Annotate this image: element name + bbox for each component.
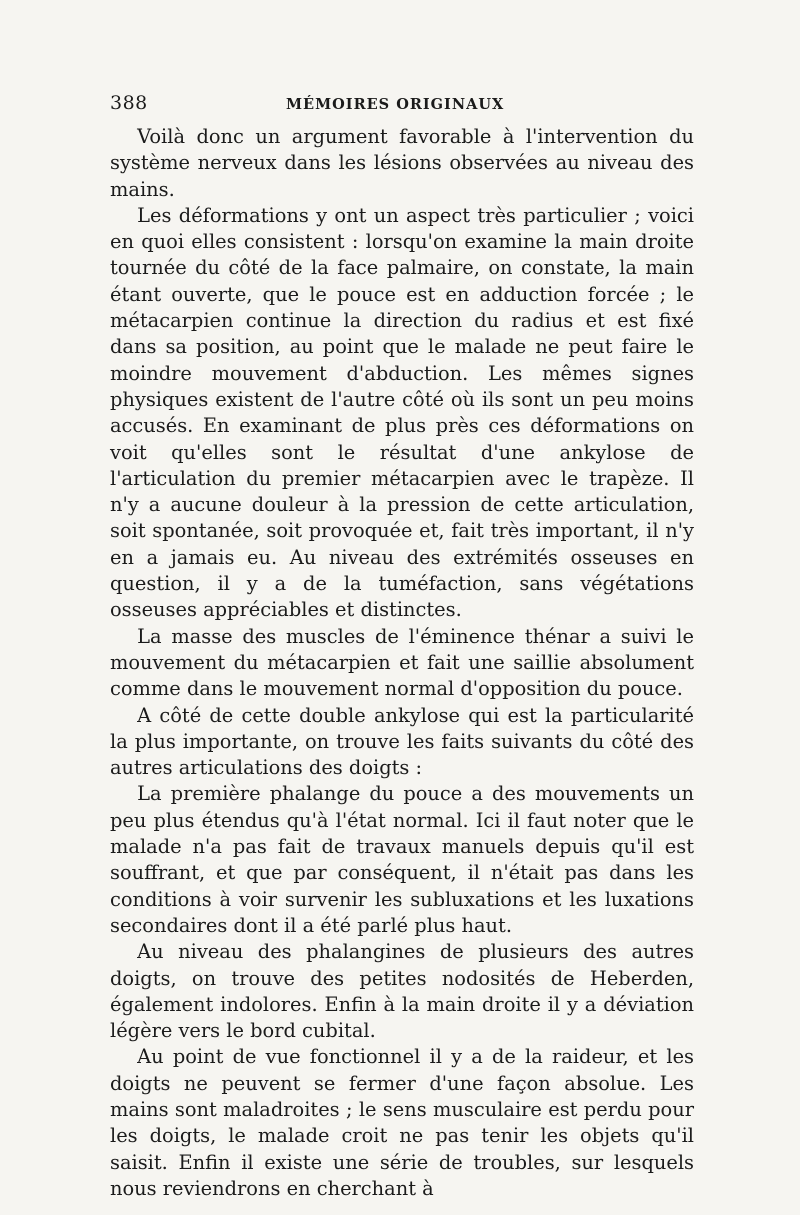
paragraph-nervous-system: Voilà donc un argument favorable à l'intervention du système nerveux dans les lésions observées au niveau des mains. (110, 125, 694, 201)
running-title: MÉMOIRES ORIGINAUX (286, 96, 505, 113)
paragraph-heberden-nodes: Au niveau des phalangines de plusieurs des autres doigts, on trouve des petites nodosités de Heberden, également indolores. Enfin à la main droite il y a déviation légère vers le bord cubital. (110, 940, 694, 1043)
paragraph-double-ankylosis: A côté de cette double ankylose qui est la particularité la plus importante, on trouve les faits suivants du côté des autres articulations des doigts : (110, 703, 694, 780)
page-number: 388 (110, 92, 148, 114)
body-text (110, 124, 694, 1202)
paragraph-functional: Au point de vue fonctionnel il y a de la raideur, et les doigts ne peuvent se fermer d'une façon absolue. Les mains sont maladroites ; le sens musculaire est perdu pour les doigts, le malade croit ne pas tenir les objets qu'il saisit. Enfin il existe une série de troubles, sur lesquels nous reviendrons en cherchant à (110, 1045, 694, 1200)
running-header (110, 92, 694, 120)
paragraph-thenar-muscles: La masse des muscles de l'éminence thénar a suivi le mouvement du métacarpien et fait une saillie absolument comme dans le mouvement normal d'opposition du pouce. (110, 624, 694, 701)
paragraph-deformations: Les déformations y ont un aspect très particulier ; voici en quoi elles consistent : lorsqu'on examine la main droite tournée du côté de la face palmaire, on constate, la main étant ouverte, que le pouce est en adduction forcée ; le métacarpien continue la direction du radius et est fixé dans sa position, au point que le malade ne peut faire le moindre mouvement d'abduction. Les mêmes signes physiques existent de l'autre côté où ils sont un peu moins accusés. En examinant de plus près ces déformations on voit qu'elles sont le résultat d'une ankylose de l'articulation du premier métacarpien avec le trapèze. Il n'y a aucune douleur à la pression de cette articulation, soit spontanée, soit provoquée et, fait très important, il n'y en a jamais eu. Au niveau des extrémités osseuses en question, il y a de la tuméfaction, sans végétations osseuses appréciables et distinctes. (110, 203, 694, 622)
paragraph-first-phalanx: La première phalange du pouce a des mouvements un peu plus étendus qu'à l'état normal. Ici il faut noter que le malade n'a pas fait de travaux manuels depuis qu'il est souffrant, et que par conséquent, il n'était pas dans les conditions à voir survenir les subluxations et les luxations secondaires dont il a été parlé plus haut. (110, 782, 694, 937)
